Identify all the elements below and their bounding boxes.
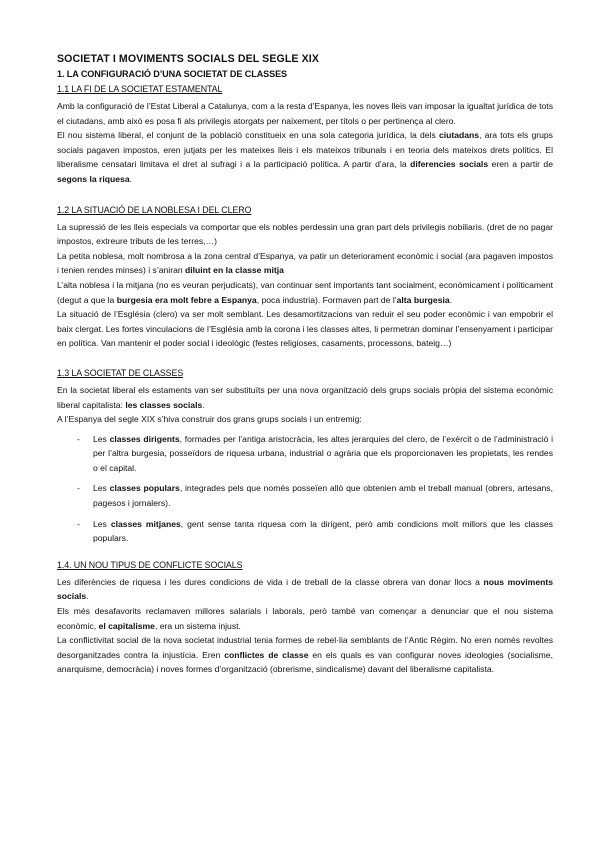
section-1-2-paragraph-2: La petita noblesa, molt nombrosa a la zona central d’Espanya, va patir un deteriorament econòmic i social (ara pagaven impostos i tenien rendes minses) i s’aniran diluint en la classe mitja xyxy=(57,250,553,276)
social-classes-list xyxy=(57,432,553,546)
section-1-2-paragraph-1: La supressió de les lleis especials va comportar que els nobles perdessin una gran part dels privilegis nobiliaris. (dret de no pagar impostos, extreure tributs de les terres,…) xyxy=(57,221,553,247)
section-1-3-paragraph-2: A l’Espanya del segle XIX s’hiva construir dos grans grups socials i un entremig: xyxy=(57,414,362,425)
section-1-4-paragraph-3: La conflictivitat social de la nova societat industrial tenia formes de rebel·lia semblants de l’Antic Règim. No eren només revoltes desorganitzades contra la injustícia. Eren conflictes de classe en els quals es van configurar noves ideologies (socialisme, anarquisme, democràcia) i noves formes d’organització (obrerisme, sindicalisme) davant del liberalisme capitalista. xyxy=(57,635,553,675)
section-1-3-paragraph-1: En la societat liberal els estaments van ser substituïts per una nova organització dels grups socials pròpia del sistema econòmic liberal capitalista: les classes socials. xyxy=(57,384,553,410)
document-page xyxy=(57,53,553,677)
section-1-4-paragraph-2: Els més desafavorits reclamaven millores salarials i laborals, però també van començar a denunciar que el nou sistema econòmic, el capitalisme, era un sistema injust. xyxy=(57,606,553,631)
document-title: SOCIETAT I MOVIMENTS SOCIALS DEL SEGLE XIX xyxy=(57,53,320,65)
section-1-heading: 1. LA CONFIGURACIÓ D’UNA SOCIETAT DE CLASSES xyxy=(57,69,288,79)
section-1-1-heading: 1.1 LA FI DE LA SOCIETAT ESTAMENTAL xyxy=(57,84,223,94)
section-1-4-heading: 1.4. UN NOU TIPUS DE CONFLICTE SOCIALS xyxy=(57,559,243,570)
list-item: - Les classes dirigents, formades per l’antiga aristocràcia, les altes jerarquies del clero, de l’exèrcit o de l’administració i per l’altra burgesia, posseïdors de riquesa urbana, industrial o agrària que els proporcionaven les propietats, les rendes o el capital. xyxy=(77,433,553,473)
section-1-3-heading: 1.3 LA SOCIETAT DE CLASSES xyxy=(57,367,184,378)
section-1-1-paragraph-1: Amb la configuració de l’Estat Liberal a Catalunya, com a la resta d’Espanya, les noves lleis van imposar la igualtat jurídica de tots el ciutadans, amb això es posa fi als privilegis atorgats per naixement, per títols o per pertinença al clero. xyxy=(57,101,553,126)
list-item: - Les classes mitjanes, gent sense tanta riquesa com la dirigent, però amb condicions molt millors que les classes populars. xyxy=(77,518,553,544)
section-1-2-paragraph-4: La situació de l’Església (clero) va ser molt semblant. Les desamortitzacions van reduir el seu poder econòmic i van empobrir el baix clergat. Les fortes vinculacions de l’Església amb la corona i les classes altes, li permetran dominar l’ensenyament i participar en política. Van mantenir el poder social i ideològic (festes religioses, casaments, processons, bateig…) xyxy=(57,309,553,349)
section-1-2-paragraph-3: L’alta noblesa i la mitjana (no es veuran perjudicats), van continuar sent importants tant socialment, econòmicament i políticament (degut a que la burgesia era molt febre a Espanya, poca industria). Formaven part de l’alta burgesia. xyxy=(57,279,553,305)
section-1-2-heading: 1.2 LA SITUACIÓ DE LA NOBLESA I DEL CLERO xyxy=(57,204,252,215)
list-item: - Les classes populars, integrades pels que només posseïen allò que obtenien amb el treball manual (obrers, artesans, pagesos i jornalers). xyxy=(77,483,553,509)
section-1-1-paragraph-2: El nou sistema liberal, el conjunt de la població constitueix en una sola categoria jurídica, la dels ciutadans, ara tots els grups socials pagaven impostos, eren jutjats per les mateixes lleis i els mateixos tribunals i en teoria dels mateixos drets polítics. El liberalisme censatari limitava el dret al sufragi i a la participació política. A partir d’ara, la diferencies socials eren a partir de segons la riquesa. xyxy=(57,130,553,184)
section-1-4-paragraph-1: Les diferències de riquesa i les dures condicions de vida i de treball de la classe obrera van donar llocs a nous moviments socials. xyxy=(57,576,553,602)
